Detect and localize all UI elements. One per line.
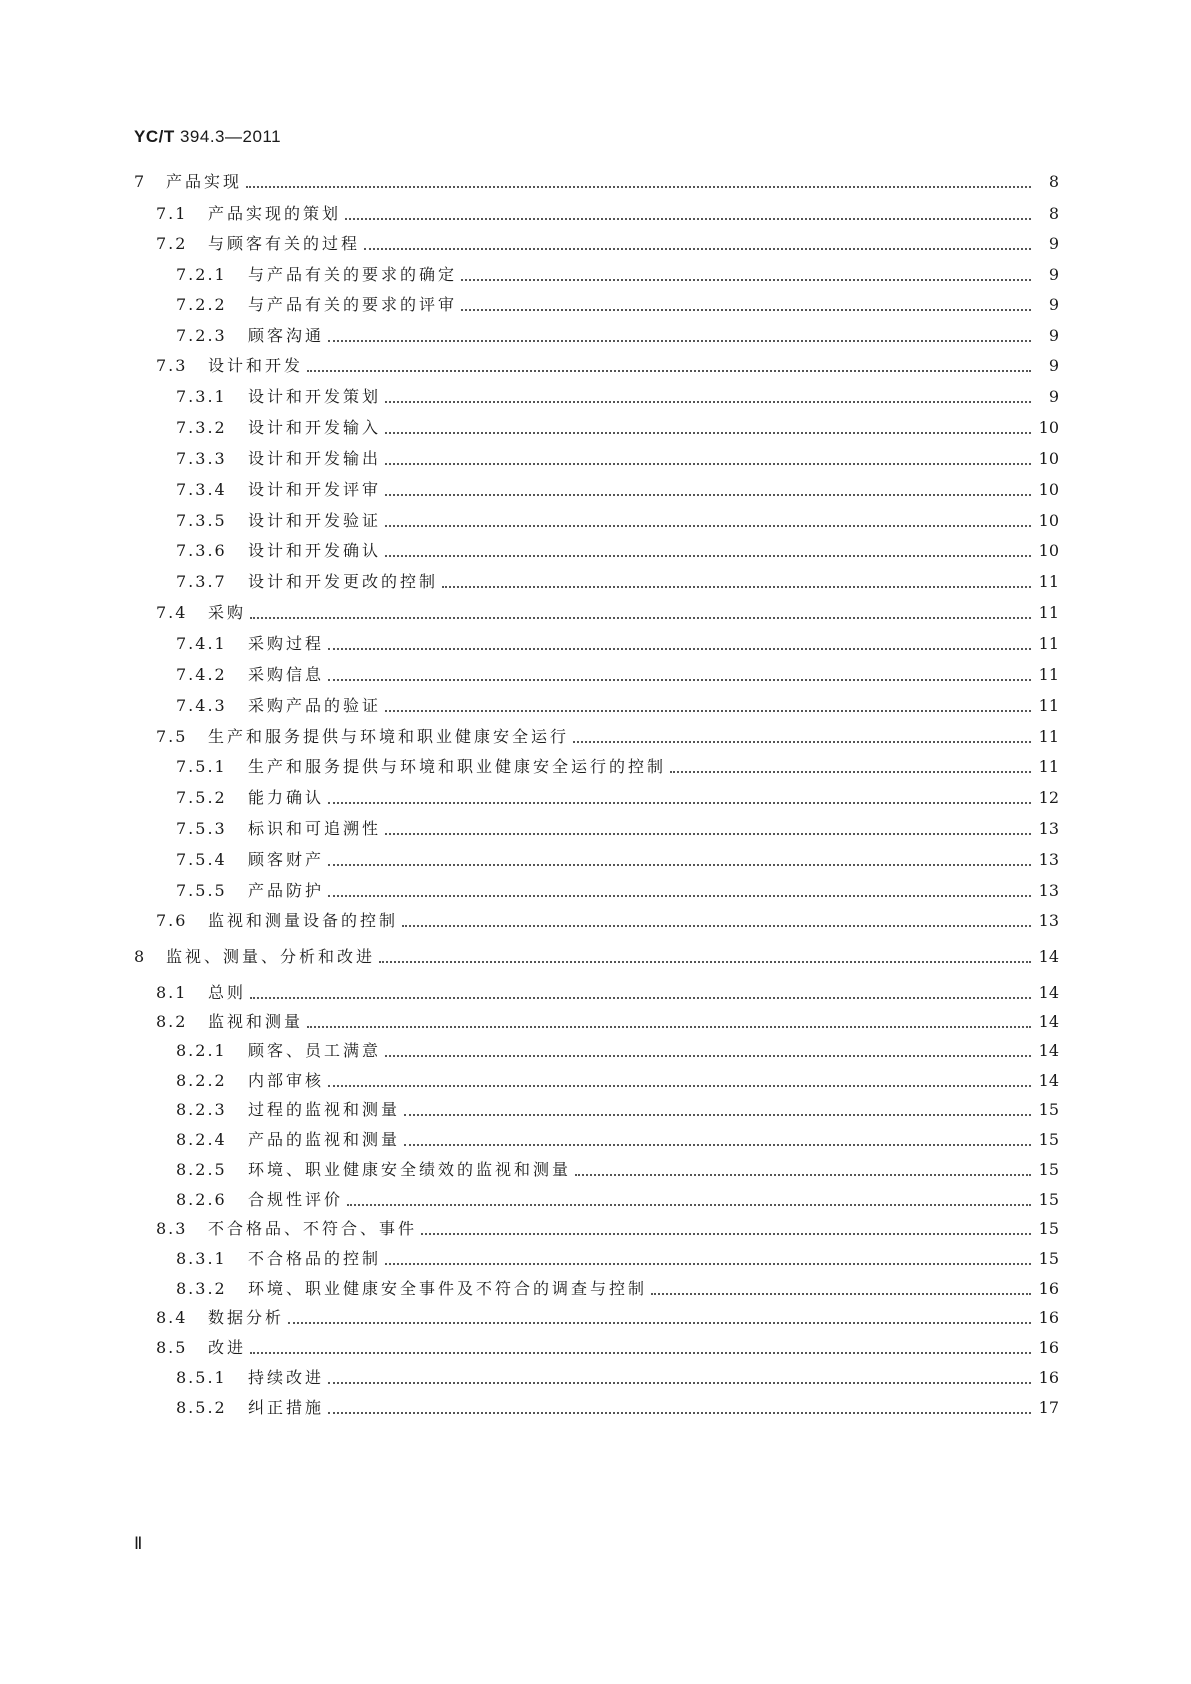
document-code-number: 394.3—2011	[174, 127, 282, 146]
toc-entry-page: 15	[1038, 1100, 1059, 1119]
toc-entry-page: 11	[1038, 696, 1059, 715]
document-code	[134, 127, 281, 147]
toc-entry-page: 15	[1038, 1160, 1059, 1179]
toc-entry-page: 11	[1038, 665, 1059, 684]
toc-entry[interactable]	[134, 474, 1059, 500]
toc-entry[interactable]	[134, 1154, 1059, 1180]
toc-entry-title: 不合格品的控制	[248, 1249, 382, 1268]
toc-entry-title: 产品实现	[166, 172, 243, 191]
toc-entry-title: 采购信息	[248, 665, 325, 684]
toc-entry-title: 顾客沟通	[248, 326, 325, 345]
toc-entry-number: 7.1	[156, 204, 188, 223]
toc-entry-title: 标识和可追溯性	[248, 819, 382, 838]
toc-leader-dots	[328, 1084, 1031, 1087]
toc-entry-title: 产品实现的策划	[208, 204, 342, 223]
toc-entry[interactable]	[134, 1302, 1059, 1328]
toc-entry-title: 设计和开发验证	[248, 511, 382, 530]
toc-entry[interactable]	[134, 977, 1059, 1003]
toc-entry-number: 8.3.1	[176, 1249, 227, 1268]
toc-leader-dots	[250, 1351, 1031, 1354]
toc-entry[interactable]	[134, 782, 1059, 808]
toc-entry[interactable]	[134, 289, 1059, 315]
toc-entry-number: 8.5	[156, 1338, 188, 1357]
toc-leader-dots	[421, 1232, 1031, 1235]
toc-entry-title: 数据分析	[208, 1308, 285, 1327]
toc-entry-number: 7	[134, 172, 147, 191]
toc-entry-page: 15	[1038, 1130, 1059, 1149]
toc-entry[interactable]	[134, 905, 1059, 931]
toc-leader-dots	[385, 554, 1031, 557]
toc-entry[interactable]	[134, 941, 1059, 967]
toc-leader-dots	[328, 647, 1031, 650]
toc-leader-dots	[379, 960, 1031, 963]
toc-entry-number: 8.1	[156, 983, 188, 1002]
toc-entry[interactable]	[134, 628, 1059, 654]
toc-entry-number: 8.2.2	[176, 1071, 227, 1090]
toc-leader-dots	[328, 339, 1031, 342]
toc-leader-dots	[345, 217, 1031, 220]
toc-entry-number: 8.2.3	[176, 1100, 227, 1119]
toc-entry-title: 采购过程	[248, 634, 325, 653]
toc-entry-page: 14	[1038, 1012, 1059, 1031]
toc-entry[interactable]	[134, 1035, 1059, 1061]
toc-entry-page: 16	[1038, 1368, 1059, 1387]
toc-entry-page: 13	[1038, 881, 1059, 900]
toc-entry-number: 8.2.4	[176, 1130, 227, 1149]
toc-entry[interactable]	[134, 1006, 1059, 1032]
toc-entry[interactable]	[134, 1332, 1059, 1358]
toc-leader-dots	[573, 740, 1031, 743]
toc-entry-page: 9	[1048, 295, 1059, 314]
toc-entry[interactable]	[134, 166, 1059, 192]
toc-entry-title: 监视和测量	[208, 1012, 304, 1031]
toc-entry-page: 11	[1038, 634, 1059, 653]
toc-entry[interactable]	[134, 659, 1059, 685]
toc-entry-page: 17	[1038, 1398, 1059, 1417]
toc-entry-page: 14	[1038, 1041, 1059, 1060]
toc-entry[interactable]	[134, 1392, 1059, 1418]
toc-entry[interactable]	[134, 751, 1059, 777]
toc-leader-dots	[402, 924, 1031, 927]
toc-leader-dots	[288, 1321, 1031, 1324]
toc-entry[interactable]	[134, 320, 1059, 346]
toc-entry-number: 7.2.3	[176, 326, 227, 345]
toc-leader-dots	[328, 1381, 1031, 1384]
toc-entry[interactable]	[134, 228, 1059, 254]
toc-entry-page: 15	[1038, 1219, 1059, 1238]
toc-entry[interactable]	[134, 566, 1059, 592]
toc-entry-page: 14	[1038, 947, 1059, 966]
toc-leader-dots	[328, 1411, 1031, 1414]
toc-entry-page: 10	[1038, 480, 1059, 499]
toc-entry-page: 8	[1048, 204, 1059, 223]
toc-entry-title: 合规性评价	[248, 1190, 344, 1209]
toc-leader-dots	[442, 585, 1031, 588]
toc-entry-title: 改进	[208, 1338, 247, 1357]
toc-entry-number: 7.3.6	[176, 541, 227, 560]
toc-entry-number: 7.3.2	[176, 418, 227, 437]
toc-entry[interactable]	[134, 535, 1059, 561]
toc-entry-title: 与产品有关的要求的确定	[248, 265, 458, 284]
toc-entry-title: 与顾客有关的过程	[208, 234, 361, 253]
toc-entry-page: 14	[1038, 983, 1059, 1002]
toc-entry-page: 16	[1038, 1308, 1059, 1327]
toc-entry-title: 环境、职业健康安全事件及不符合的调查与控制	[248, 1279, 648, 1298]
toc-leader-dots	[575, 1173, 1031, 1176]
toc-entry-number: 7.3.1	[176, 387, 227, 406]
toc-entry[interactable]	[134, 259, 1059, 285]
toc-entry-page: 11	[1038, 572, 1059, 591]
toc-entry[interactable]	[134, 505, 1059, 531]
toc-leader-dots	[651, 1292, 1031, 1295]
toc-leader-dots	[385, 1054, 1031, 1057]
toc-leader-dots	[250, 996, 1031, 999]
toc-entry-page: 9	[1048, 356, 1059, 375]
toc-entry-title: 能力确认	[248, 788, 325, 807]
toc-leader-dots	[385, 1262, 1031, 1265]
toc-leader-dots	[404, 1113, 1031, 1116]
toc-entry-number: 7.5.5	[176, 881, 227, 900]
toc-leader-dots	[307, 369, 1031, 372]
toc-leader-dots	[385, 832, 1031, 835]
toc-entry-page: 11	[1038, 757, 1059, 776]
toc-entry-title: 设计和开发策划	[248, 387, 382, 406]
toc-entry[interactable]	[134, 350, 1059, 376]
toc-entry-page: 15	[1038, 1190, 1059, 1209]
toc-entry-title: 生产和服务提供与环境和职业健康安全运行的控制	[248, 757, 667, 776]
toc-leader-dots	[328, 863, 1031, 866]
toc-entry-title: 不合格品、不符合、事件	[208, 1219, 418, 1238]
toc-entry-number: 7.2.1	[176, 265, 227, 284]
toc-entry[interactable]	[134, 1213, 1059, 1239]
toc-entry[interactable]	[134, 875, 1059, 901]
toc-entry-number: 7.4.1	[176, 634, 227, 653]
toc-entry[interactable]	[134, 1273, 1059, 1299]
toc-entry-title: 设计和开发评审	[248, 480, 382, 499]
toc-entry-page: 10	[1038, 541, 1059, 560]
toc-entry-page: 13	[1038, 819, 1059, 838]
toc-entry-title: 设计和开发确认	[248, 541, 382, 560]
toc-entry[interactable]	[134, 690, 1059, 716]
toc-entry-number: 8.2.6	[176, 1190, 227, 1209]
toc-entry-page: 13	[1038, 850, 1059, 869]
toc-entry-page: 11	[1038, 603, 1059, 622]
toc-entry-title: 监视和测量设备的控制	[208, 911, 399, 930]
toc-entry[interactable]	[134, 813, 1059, 839]
toc-entry-page: 15	[1038, 1249, 1059, 1268]
toc-leader-dots	[385, 431, 1031, 434]
toc-entry[interactable]	[134, 412, 1059, 438]
toc-entry[interactable]	[134, 1184, 1059, 1210]
toc-entry-title: 采购	[208, 603, 247, 622]
toc-entry[interactable]	[134, 597, 1059, 623]
toc-leader-dots	[385, 709, 1031, 712]
toc-entry-title: 监视、测量、分析和改进	[166, 947, 376, 966]
toc-leader-dots	[385, 493, 1031, 496]
toc-entry-title: 环境、职业健康安全绩效的监视和测量	[248, 1160, 572, 1179]
toc-entry-number: 7.5	[156, 727, 188, 746]
toc-entry-number: 8.2.5	[176, 1160, 227, 1179]
toc-entry-number: 7.4.3	[176, 696, 227, 715]
toc-entry-number: 7.3.5	[176, 511, 227, 530]
toc-entry-title: 产品防护	[248, 881, 325, 900]
toc-entry-number: 7.2.2	[176, 295, 227, 314]
toc-leader-dots	[364, 247, 1031, 250]
toc-entry-number: 8.4	[156, 1308, 188, 1327]
toc-leader-dots	[328, 801, 1031, 804]
toc-entry-page: 13	[1038, 911, 1059, 930]
toc-leader-dots	[307, 1025, 1031, 1028]
toc-leader-dots	[246, 185, 1031, 188]
toc-entry-number: 8.5.2	[176, 1398, 227, 1417]
toc-entry-title: 采购产品的验证	[248, 696, 382, 715]
toc-leader-dots	[385, 462, 1031, 465]
footer-page-number: Ⅱ	[134, 1534, 143, 1553]
toc-leader-dots	[385, 524, 1031, 527]
toc-entry-title: 顾客财产	[248, 850, 325, 869]
toc-entry-number: 7.3.3	[176, 449, 227, 468]
toc-entry-number: 7.4	[156, 603, 188, 622]
toc-entry-title: 与产品有关的要求的评审	[248, 295, 458, 314]
toc-leader-dots	[328, 678, 1031, 681]
toc-entry-number: 7.4.2	[176, 665, 227, 684]
toc-entry-page: 14	[1038, 1071, 1059, 1090]
toc-entry-page: 16	[1038, 1338, 1059, 1357]
toc-entry-page: 10	[1038, 418, 1059, 437]
toc-entry-title: 总则	[208, 983, 247, 1002]
toc-entry[interactable]	[134, 1094, 1059, 1120]
toc-leader-dots	[461, 278, 1031, 281]
toc-entry[interactable]	[134, 1362, 1059, 1388]
toc-leader-dots	[347, 1203, 1031, 1206]
toc-entry-number: 8.2	[156, 1012, 188, 1031]
toc-entry-page: 10	[1038, 511, 1059, 530]
toc-leader-dots	[404, 1143, 1031, 1146]
toc-entry-page: 8	[1048, 172, 1059, 191]
toc-entry-number: 8.3.2	[176, 1279, 227, 1298]
toc-entry-number: 7.5.4	[176, 850, 227, 869]
toc-entry-title: 持续改进	[248, 1368, 325, 1387]
toc-leader-dots	[250, 616, 1031, 619]
toc-entry-title: 设计和开发输出	[248, 449, 382, 468]
toc-entry-page: 16	[1038, 1279, 1059, 1298]
toc-entry-number: 7.5.2	[176, 788, 227, 807]
toc-entry-number: 7.5.1	[176, 757, 227, 776]
toc-entry-title: 产品的监视和测量	[248, 1130, 401, 1149]
toc-entry[interactable]	[134, 1243, 1059, 1269]
toc-entry-title: 设计和开发	[208, 356, 304, 375]
toc-entry-page: 9	[1048, 326, 1059, 345]
toc-entry-page: 12	[1038, 788, 1059, 807]
toc-entry[interactable]	[134, 844, 1059, 870]
toc-entry-number: 7.5.3	[176, 819, 227, 838]
toc-leader-dots	[385, 400, 1031, 403]
toc-entry-page: 9	[1048, 234, 1059, 253]
document-code-prefix: YC/T	[134, 127, 175, 146]
toc-entry-title: 设计和开发更改的控制	[248, 572, 439, 591]
toc-entry[interactable]	[134, 1124, 1059, 1150]
toc-entry-title: 纠正措施	[248, 1398, 325, 1417]
toc-entry-title: 生产和服务提供与环境和职业健康安全运行	[208, 727, 570, 746]
toc-entry[interactable]	[134, 443, 1059, 469]
toc-entry-title: 顾客、员工满意	[248, 1041, 382, 1060]
toc-leader-dots	[670, 770, 1031, 773]
toc-entry-title: 过程的监视和测量	[248, 1100, 401, 1119]
toc-entry-number: 8.3	[156, 1219, 188, 1238]
toc-entry[interactable]	[134, 381, 1059, 407]
toc-entry-title: 内部审核	[248, 1071, 325, 1090]
toc-entry-page: 11	[1038, 727, 1059, 746]
toc-entry-number: 7.3.7	[176, 572, 227, 591]
toc-entry[interactable]	[134, 721, 1059, 747]
toc-entry[interactable]	[134, 198, 1059, 224]
toc-entry-number: 8.2.1	[176, 1041, 227, 1060]
toc-entry-page: 9	[1048, 387, 1059, 406]
toc-entry-number: 7.3.4	[176, 480, 227, 499]
toc-entry[interactable]	[134, 1065, 1059, 1091]
toc-entry-page: 10	[1038, 449, 1059, 468]
toc-entry-page: 9	[1048, 265, 1059, 284]
toc-entry-title: 设计和开发输入	[248, 418, 382, 437]
toc-leader-dots	[328, 894, 1031, 897]
toc-entry-number: 8.5.1	[176, 1368, 227, 1387]
toc-entry-number: 8	[134, 947, 147, 966]
toc-entry-number: 7.3	[156, 356, 188, 375]
toc-entry-number: 7.6	[156, 911, 188, 930]
toc-leader-dots	[461, 308, 1031, 311]
toc-entry-number: 7.2	[156, 234, 188, 253]
